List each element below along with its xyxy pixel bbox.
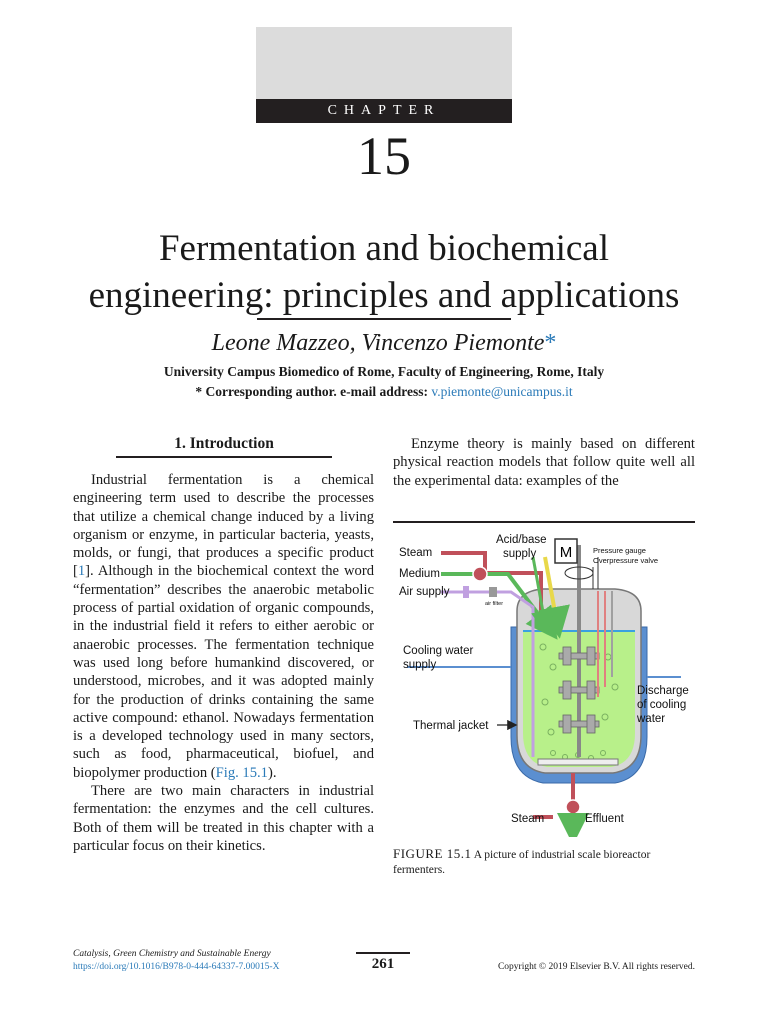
right-paragraph-1: Enzyme theory is mainly based on different physical reaction models that follow quite well all the experimental data: examples of the xyxy=(393,436,695,489)
label-discharge-1: Discharge xyxy=(637,685,689,697)
paragraph-1-text-a: Industrial fermentation is a chemical engineering term used to describe the processes that utilize a chemical change induced by a living organism or enzyme, in particular bacteria, yeasts, molds, or fungi, that produces a specific product [ xyxy=(73,472,374,580)
caption-text: A picture of industrial scale bioreactor fermenters. xyxy=(393,849,651,876)
label-pressure-gauge: Pressure gauge xyxy=(593,546,646,555)
right-column xyxy=(393,435,695,490)
label-supply: supply xyxy=(503,548,537,560)
authors xyxy=(60,326,708,360)
label-steam-in: Steam xyxy=(399,547,433,559)
paragraph-1-text-b: ]. Although in the biochemical context the word “fermentation” describes the anaerobic metabolic process of partial oxidation of organic compounds, in the industrial field it refers to either aerobic or anaerobic processes. The fermentation technique was used long before humankind discovered, or understood, microbes, and it was adopted mainly for the production of drinks containing the same active compound: ethanol. Nowadays fermentation is a developed technology used in many sectors, such as food, pharmaceutical, biofuel, and biopolymer production ( xyxy=(73,563,374,781)
title-line-1: Fermentation and biochemical xyxy=(158,228,610,269)
email-link[interactable]: v.piemonte@unicampus.it xyxy=(431,384,573,399)
affiliation: University Campus Biomedico of Rome, Faculty of Engineering, Rome, Italy xyxy=(163,364,605,379)
correspondence-label: * Corresponding author. e-mail address: xyxy=(195,384,432,399)
page-number: 261 xyxy=(371,956,395,972)
label-steam-out: Steam xyxy=(511,813,545,825)
left-column xyxy=(73,471,374,855)
label-discharge-2: of cooling xyxy=(637,699,687,711)
footer-doi-link[interactable]: https://doi.org/10.1016/B978-0-444-64337-7.00015-X xyxy=(73,962,280,972)
correspondence xyxy=(60,382,708,402)
paragraph-2: There are two main characters in industrial fermentation: the enzymes and the cell cultures. Both of them will be treated in this chapter with a particular focus on their kinetics. xyxy=(73,783,374,854)
corresponding-star-link[interactable]: * xyxy=(544,330,557,356)
effluent-pump xyxy=(566,800,580,814)
chapter-label: CHAPTER xyxy=(327,103,441,118)
label-air-filter: air filter xyxy=(485,601,504,607)
figure-caption xyxy=(393,846,695,878)
label-thermal-jacket: Thermal jacket xyxy=(413,720,489,732)
citation-link-1[interactable]: 1 xyxy=(77,563,86,580)
label-air-supply: Air supply xyxy=(399,586,450,598)
footer-copyright: Copyright © 2019 Elsevier B.V. All rights reserved. xyxy=(497,962,695,972)
medium-pump xyxy=(473,567,487,581)
label-effluent: Effluent xyxy=(585,813,624,825)
footer-journal: Catalysis, Green Chemistry and Sustainable Energy xyxy=(73,949,271,959)
label-overpressure-valve: Overpressure valve xyxy=(593,556,659,565)
chapter-number: 15 xyxy=(357,126,411,186)
sparger xyxy=(538,759,618,765)
label-cooling-supply: supply xyxy=(403,659,437,671)
bioreactor-figure xyxy=(393,527,695,837)
paragraph-1 xyxy=(73,471,374,782)
label-medium: Medium xyxy=(399,568,440,580)
figure-top-rule xyxy=(393,521,695,523)
section-heading: 1. Introduction xyxy=(174,435,274,452)
footer-page-rule xyxy=(356,952,410,954)
author-names: Leone Mazzeo, Vincenzo Piemonte xyxy=(211,330,545,356)
chapter-title xyxy=(40,225,728,319)
motor-label: M xyxy=(559,544,573,561)
caption-label: FIGURE 15.1 xyxy=(393,846,472,861)
section-rule xyxy=(116,456,332,458)
paragraph-1-text-c: ). xyxy=(267,764,277,781)
label-discharge-3: water xyxy=(637,713,666,725)
label-cooling-water: Cooling water xyxy=(403,645,474,657)
title-rule xyxy=(257,318,511,320)
figure-link[interactable]: Fig. 15.1 xyxy=(215,764,268,781)
title-line-2: engineering: principles and applications xyxy=(88,275,680,316)
label-acid-base: Acid/base xyxy=(496,534,547,546)
